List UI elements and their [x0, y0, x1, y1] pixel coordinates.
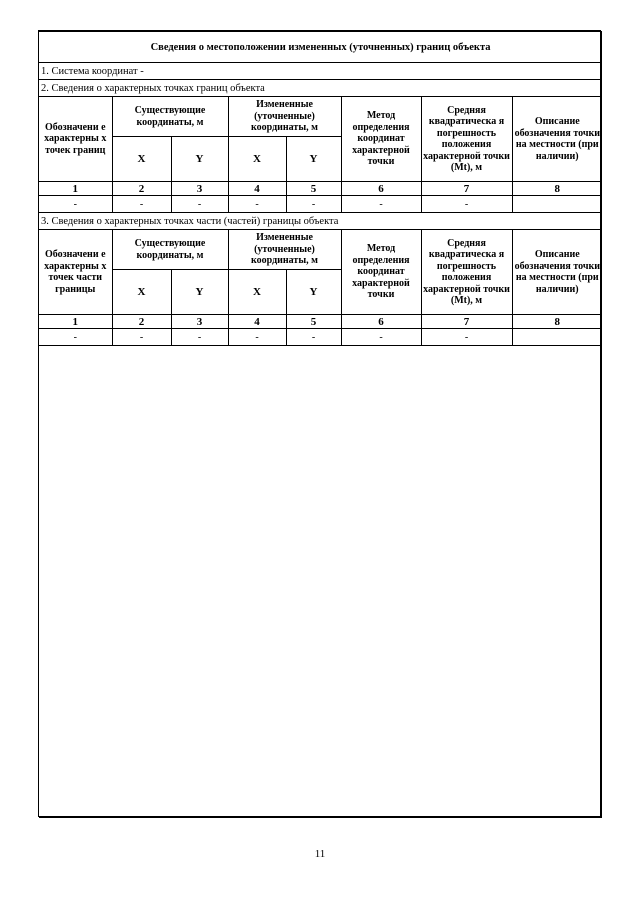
s3-col-number: 6: [341, 315, 421, 329]
s3-col-number: 5: [286, 315, 341, 329]
s3-col-number: 3: [171, 315, 228, 329]
s2-col-number: 1: [39, 182, 112, 196]
s2-col-description: Описание обозначения точки на местности (при наличии): [512, 97, 602, 182]
s3-col-number: 1: [39, 315, 112, 329]
section3-heading: 3. Сведения о характерных точках части (частей) границы объекта: [39, 213, 602, 230]
s2-col-error: Средняя квадратическа я погрешность положения характерной точки (Mt), м: [421, 97, 512, 182]
s2-col-method: Метод определения координат характерной точки: [341, 97, 421, 182]
table-title: Сведения о местоположении измененных (уточненных) границ объекта: [39, 32, 602, 63]
s2-col-number: 5: [286, 182, 341, 196]
s3-data-cell: -: [421, 329, 512, 346]
s2-col-changed-coords: Измененные (уточненные) координаты, м: [228, 97, 341, 137]
boundary-table: [39, 31, 602, 346]
s3-data-cell: -: [286, 329, 341, 346]
s3-col-number: 4: [228, 315, 286, 329]
s3-col-number: 7: [421, 315, 512, 329]
s3-data-cell: -: [228, 329, 286, 346]
s2-col-number: 8: [512, 182, 602, 196]
s3-existing-y: Y: [171, 270, 228, 315]
s3-changed-y: Y: [286, 270, 341, 315]
s3-data-cell: [512, 329, 602, 346]
s2-data-cell: -: [171, 196, 228, 213]
s2-col-number: 2: [112, 182, 171, 196]
s3-changed-x: X: [228, 270, 286, 315]
coordinate-system-row: 1. Система координат -: [39, 63, 602, 80]
s2-changed-x: X: [228, 137, 286, 182]
s2-data-cell: -: [421, 196, 512, 213]
s2-data-cell: -: [286, 196, 341, 213]
s2-col-number: 6: [341, 182, 421, 196]
s2-data-cell: -: [341, 196, 421, 213]
s2-col-number: 3: [171, 182, 228, 196]
s3-col-error: Средняя квадратическа я погрешность положения характерной точки (Mt), м: [421, 230, 512, 315]
s3-col-method: Метод определения координат характерной точки: [341, 230, 421, 315]
s2-data-cell: [512, 196, 602, 213]
s3-col-number: 8: [512, 315, 602, 329]
page-number: 11: [314, 848, 326, 860]
document-frame: [38, 30, 601, 817]
s2-data-cell: -: [112, 196, 171, 213]
s3-data-cell: -: [171, 329, 228, 346]
s2-col-number: 7: [421, 182, 512, 196]
section2-heading: 2. Сведения о характерных точках границ объекта: [39, 80, 602, 97]
s3-data-cell: -: [39, 329, 112, 346]
s2-existing-y: Y: [171, 137, 228, 182]
s3-col-description: Описание обозначения точки на местности (при наличии): [512, 230, 602, 315]
s2-data-cell: -: [228, 196, 286, 213]
s2-col-number: 4: [228, 182, 286, 196]
s2-existing-x: X: [112, 137, 171, 182]
s3-col-changed-coords: Измененные (уточненные) координаты, м: [228, 230, 341, 270]
s3-col-point-designation: Обозначени е характерны х точек части границы: [39, 230, 112, 315]
s2-col-point-designation: Обозначени е характерны х точек границ: [39, 97, 112, 182]
s2-col-existing-coords: Существующие координаты, м: [112, 97, 228, 137]
s3-existing-x: X: [112, 270, 171, 315]
s3-data-cell: -: [341, 329, 421, 346]
s3-data-cell: -: [112, 329, 171, 346]
s3-col-existing-coords: Существующие координаты, м: [112, 230, 228, 270]
s2-changed-y: Y: [286, 137, 341, 182]
s2-data-cell: -: [39, 196, 112, 213]
s3-col-number: 2: [112, 315, 171, 329]
